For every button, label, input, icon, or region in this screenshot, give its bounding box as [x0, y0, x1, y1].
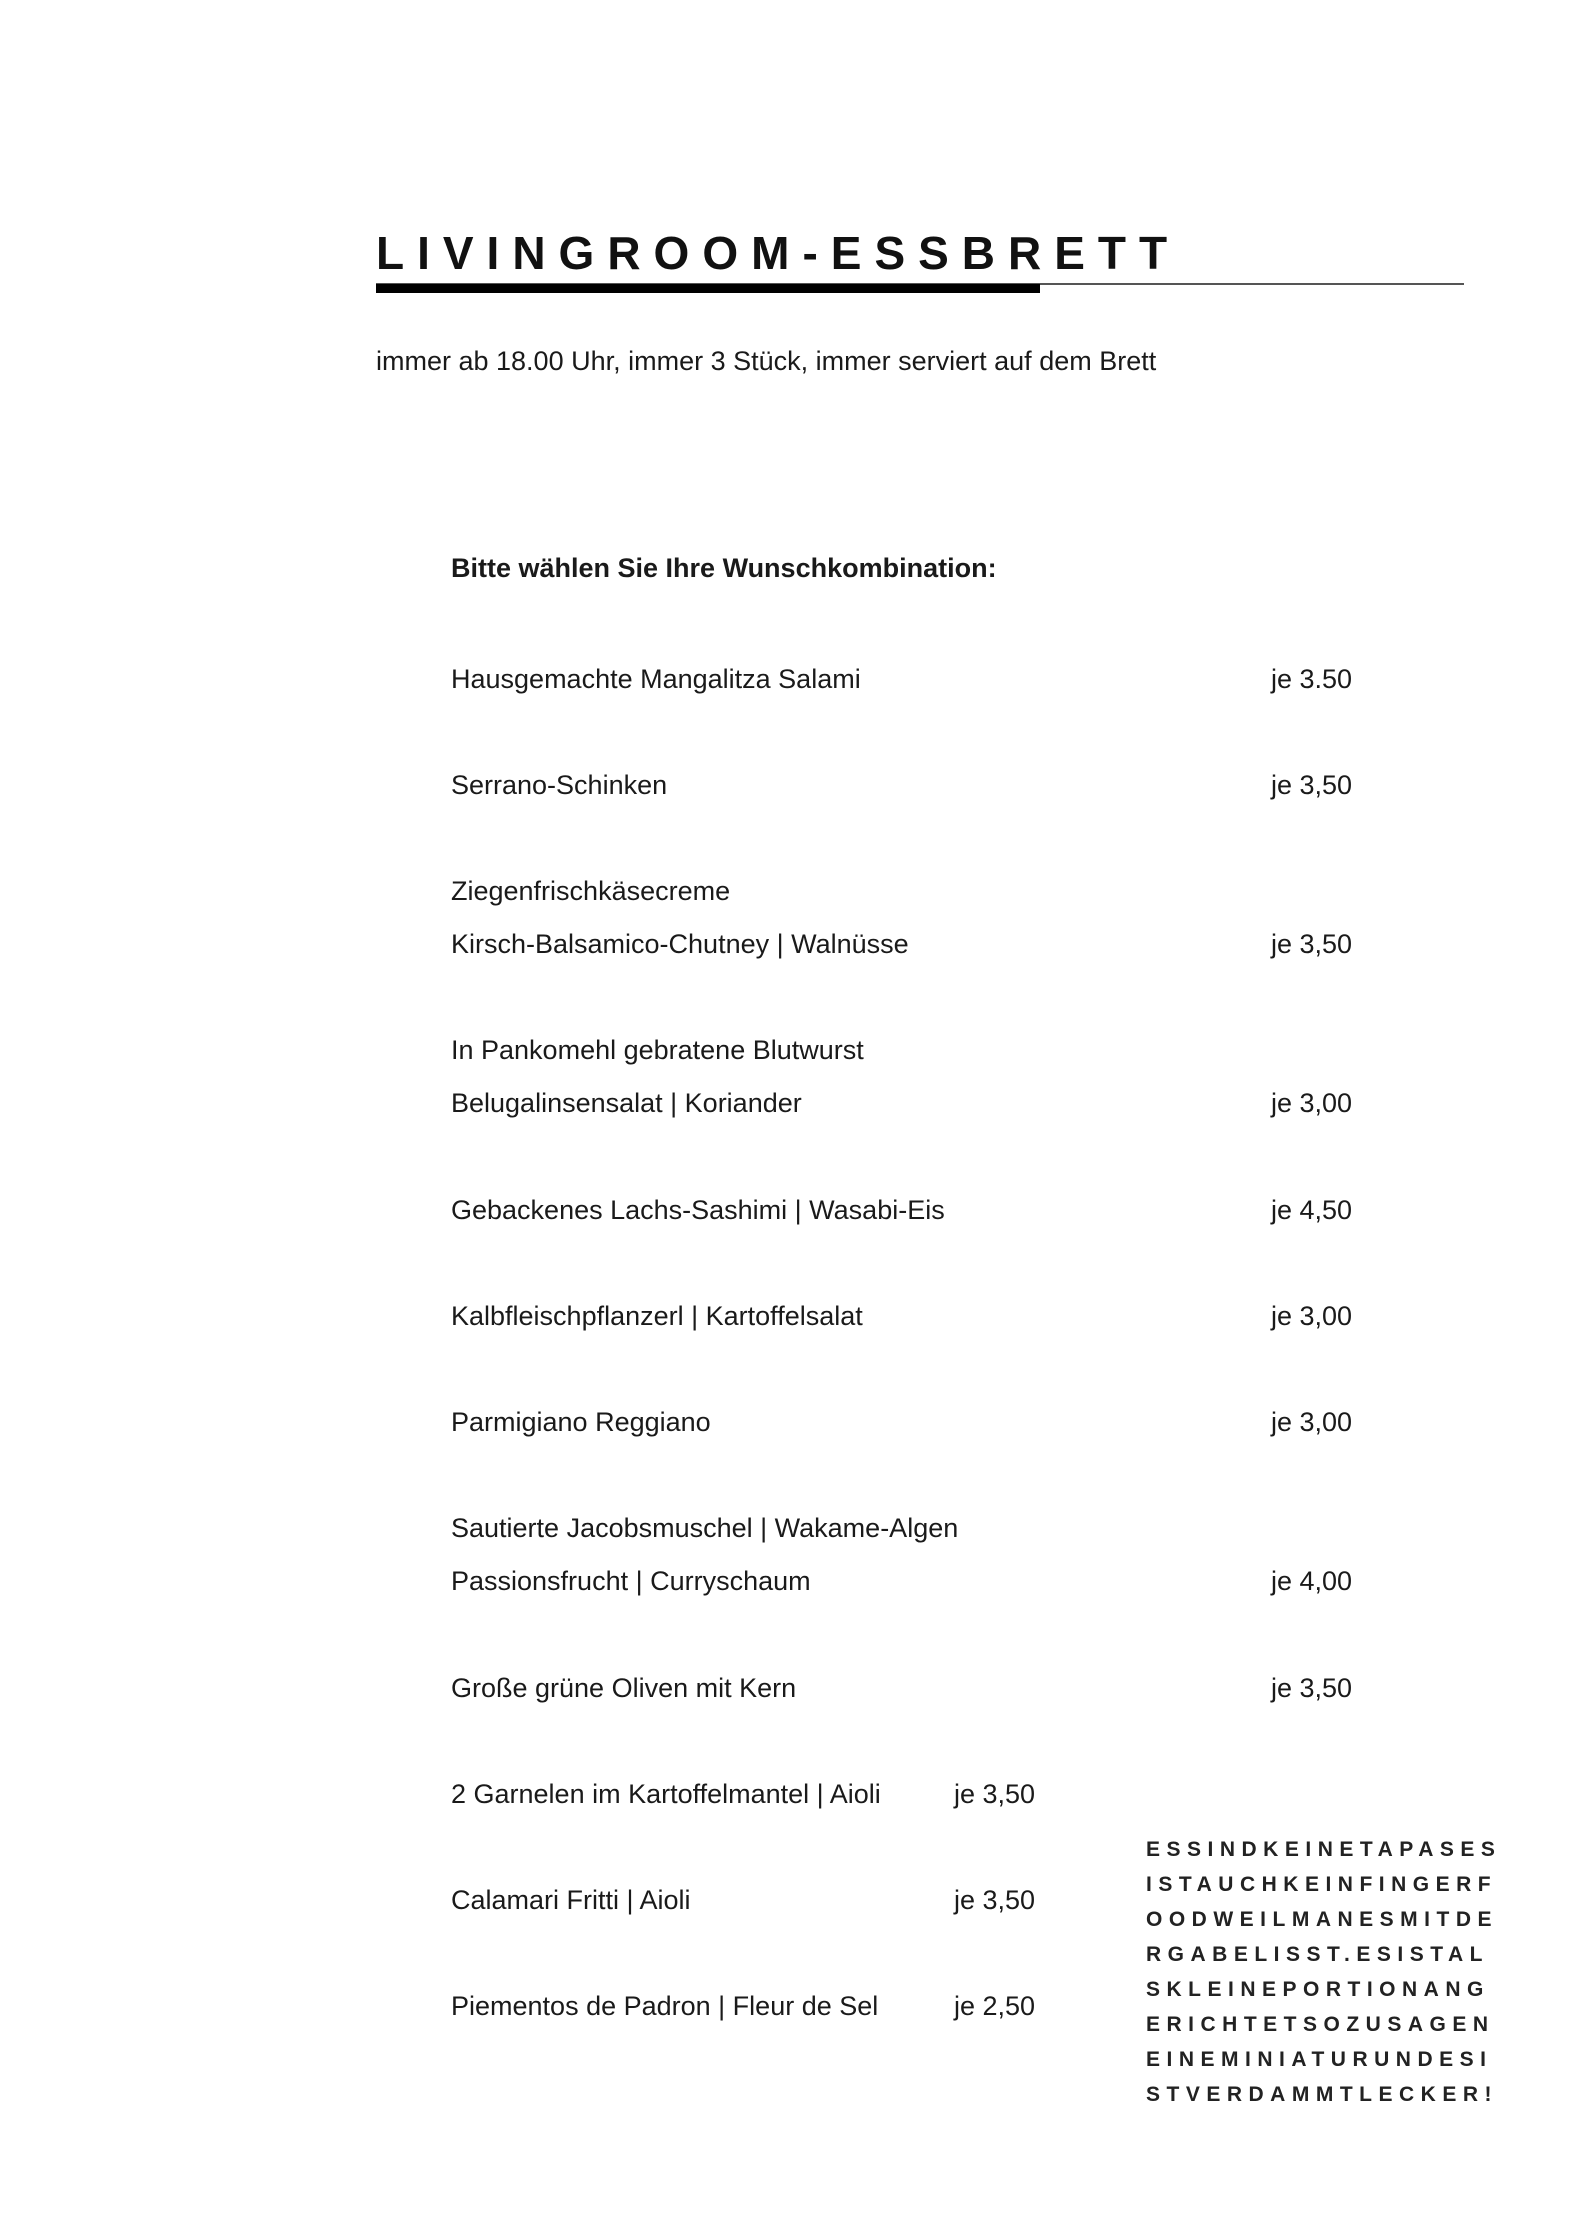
- menu-item-price: je 3,50: [954, 1885, 1036, 1915]
- title-underline: [376, 284, 1040, 293]
- menu-intro: Bitte wählen Sie Ihre Wunschkombination:: [451, 553, 997, 583]
- menu-item-price: je 3,50: [1271, 929, 1353, 959]
- slogan-line: EINEMINIATURUNDESI: [1146, 2048, 1493, 2071]
- menu-item-name: Sautierte Jacobsmuschel | Wakame-Algen: [451, 1513, 959, 1543]
- menu-item-name: Ziegenfrischkäsecreme: [451, 876, 731, 906]
- menu-item-price: je 3,00: [1271, 1088, 1353, 1118]
- menu-item-price: je 2,50: [954, 1991, 1036, 2021]
- slogan-line: ESSINDKEINETAPASES: [1146, 1838, 1502, 1861]
- menu-item-price: je 3.50: [1271, 664, 1353, 694]
- slogan-block: [1146, 1832, 1501, 2112]
- menu-item-name: 2 Garnelen im Kartoffelmantel | Aioli: [451, 1779, 881, 1809]
- menu-item-name: Calamari Fritti | Aioli: [451, 1885, 691, 1915]
- menu-item-price: je 3,00: [1271, 1301, 1353, 1331]
- slogan-line: OODWEILMANESMITDE: [1146, 1908, 1498, 1931]
- menu-item-name: Parmigiano Reggiano: [451, 1407, 711, 1437]
- menu-item-description: Belugalinsensalat | Koriander: [451, 1088, 802, 1118]
- menu-item-name: Gebackenes Lachs-Sashimi | Wasabi-Eis: [451, 1195, 945, 1225]
- slogan-line: ISTAUCHKEINFINGERF: [1146, 1873, 1498, 1896]
- menu-item-name: Hausgemachte Mangalitza Salami: [451, 664, 861, 694]
- menu-item-name: Serrano-Schinken: [451, 770, 668, 800]
- menu-item-price: je 3,50: [954, 1779, 1036, 1809]
- page-title: LIVINGROOM-ESSBRETT: [376, 227, 1181, 279]
- menu-item-name: Große grüne Oliven mit Kern: [451, 1673, 797, 1703]
- slogan-line: ERICHTETSOZUSAGEN: [1146, 2013, 1495, 2036]
- slogan-line: SKLEINEPORTIONANG: [1146, 1978, 1490, 2001]
- menu-item-price: je 3,50: [1271, 1673, 1353, 1703]
- menu-item-name: In Pankomehl gebratene Blutwurst: [451, 1035, 864, 1065]
- menu-item-price: je 4,50: [1271, 1195, 1353, 1225]
- menu-item-price: je 4,00: [1271, 1566, 1353, 1596]
- menu-item-price: je 3,00: [1271, 1407, 1353, 1437]
- menu-item-description: Kirsch-Balsamico-Chutney | Walnüsse: [451, 929, 909, 959]
- menu-item-name: Kalbfleischpflanzerl | Kartoffelsalat: [451, 1301, 863, 1331]
- slogan-line: STVERDAMMTLECKER!: [1146, 2083, 1498, 2106]
- menu-item-price: je 3,50: [1271, 770, 1353, 800]
- menu-item-description: Passionsfrucht | Curryschaum: [451, 1566, 811, 1596]
- slogan-line: RGABELISST.ESISTAL: [1146, 1943, 1489, 1966]
- menu-item-name: Piementos de Padron | Fleur de Sel: [451, 1991, 879, 2021]
- subtitle: immer ab 18.00 Uhr, immer 3 Stück, immer serviert auf dem Brett: [376, 346, 1157, 376]
